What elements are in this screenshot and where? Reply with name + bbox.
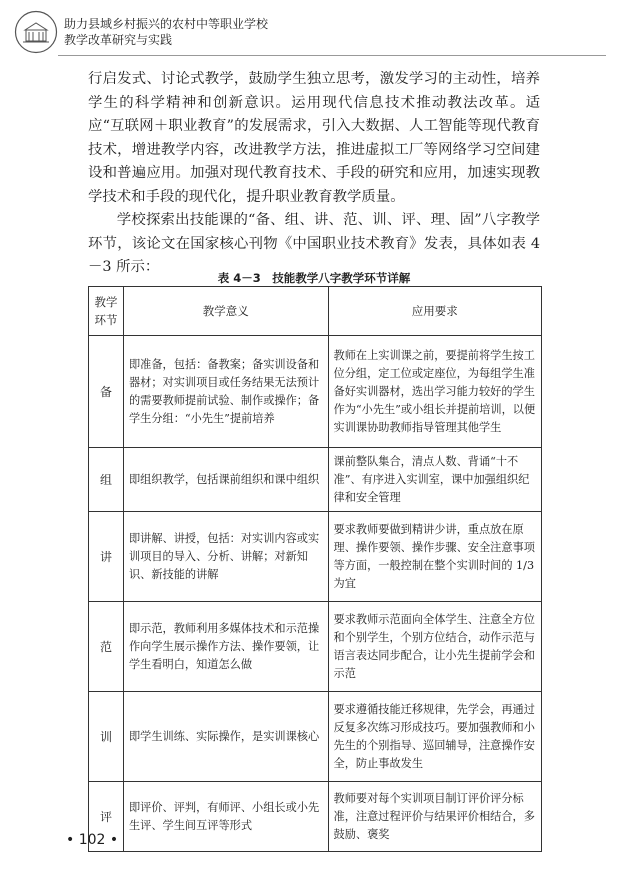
requirement-cell: 要求遵循技能迁移规律，先学会，再通过反复多次练习形成技巧。要加强教师和小先生的个别指导、巡回辅导，注意操作安全，防止事故发生 [328, 692, 542, 782]
table-header-row [89, 287, 542, 336]
paragraph-2: 学校探索出技能课的“备、组、讲、范、训、评、理、固”八字教学环节，该论文在国家核心刊物《中国职业技术教育》发表，具体如表 4－3 所示： [88, 212, 540, 275]
step-cell: 训 [89, 692, 124, 782]
table-row [89, 692, 542, 782]
page-header [14, 8, 614, 58]
column-header-requirement: 应用要求 [328, 287, 542, 336]
eight-step-table [88, 286, 542, 852]
school-building-logo-icon [14, 10, 58, 54]
page-number: • 102 • [66, 832, 119, 848]
step-cell: 评 [89, 782, 124, 852]
body-text [88, 68, 540, 280]
step-cell: 讲 [89, 512, 124, 602]
requirement-cell: 教师在上实训课之前，要提前将学生按工位分组，定工位或定座位，为每组学生准备好实训器材，选出学习能力较好的学生作为“小先生”或小组长并提前培训，以便实训课协助教师指导管理其他学生 [328, 336, 542, 448]
table-row [89, 448, 542, 512]
step-cell: 范 [89, 602, 124, 692]
column-header-step: 教学环节 [89, 287, 124, 336]
meaning-cell: 即评价、评判，有师评、小组长或小先生评、学生间互评等形式 [123, 782, 328, 852]
requirement-cell: 课前整队集合，清点人数、背诵“十不准”、有序进入实训室，课中加强组织纪律和安全管理 [328, 448, 542, 512]
meaning-cell: 即准备，包括：备教案；备实训设备和器材；对实训项目或任务结果无法预计的需要教师提前试验、制作或操作；备学生分组：“小先生”提前培养 [123, 336, 328, 448]
meaning-cell: 即学生训练、实际操作，是实训课核心 [123, 692, 328, 782]
requirement-cell: 要求教师示范面向全体学生、注意全方位和个别学生，个别方位结合，动作示范与语言表达同步配合，让小先生提前学会和示范 [328, 602, 542, 692]
paragraph-1: 行启发式、讨论式教学，鼓励学生独立思考，激发学习的主动性，培养学生的科学精神和创新意识。运用现代信息技术推动教法改革。适应“互联网＋职业教育”的发展需求，引入大数据、人工智能等现代教育技术，增进教学内容，改进教学方法，推进虚拟工厂等网络学习空间建设和普遍应用。加强对现代教育技术、手段的研究和应用，加速实现教学技术和手段的现代化，提升职业教育教学质量。 [88, 71, 540, 205]
meaning-cell: 即组织教学，包括课前组织和课中组织 [123, 448, 328, 512]
header-title-line-1: 助力县域乡村振兴的农村中等职业学校 [64, 17, 269, 31]
meaning-cell: 即讲解、讲授，包括：对实训内容或实训项目的导入、分析、讲解；对新知识、新技能的讲解 [123, 512, 328, 602]
header-divider [58, 55, 606, 56]
table-caption: 表 4－3 技能教学八字教学环节详解 [217, 271, 411, 285]
requirement-cell: 要求教师要做到精讲少讲，重点放在原理、操作要领、操作步骤、安全注意事项等方面，一般控制在整个实训时间的 1/3 为宜 [328, 512, 542, 602]
table-row [89, 512, 542, 602]
table-row [89, 336, 542, 448]
step-cell: 组 [89, 448, 124, 512]
column-header-meaning: 教学意义 [123, 287, 328, 336]
header-title-line-2: 教学改革研究与实践 [64, 33, 173, 47]
table-row [89, 782, 542, 852]
requirement-cell: 教师要对每个实训项目制订评价评分标准，注意过程评价与结果评价相结合，多鼓励、褒奖 [328, 782, 542, 852]
step-cell: 备 [89, 336, 124, 448]
meaning-cell: 即示范，教师利用多媒体技术和示范操作向学生展示操作方法、操作要领，让学生看明白，知道怎么做 [123, 602, 328, 692]
running-header [64, 16, 268, 48]
table-row [89, 602, 542, 692]
